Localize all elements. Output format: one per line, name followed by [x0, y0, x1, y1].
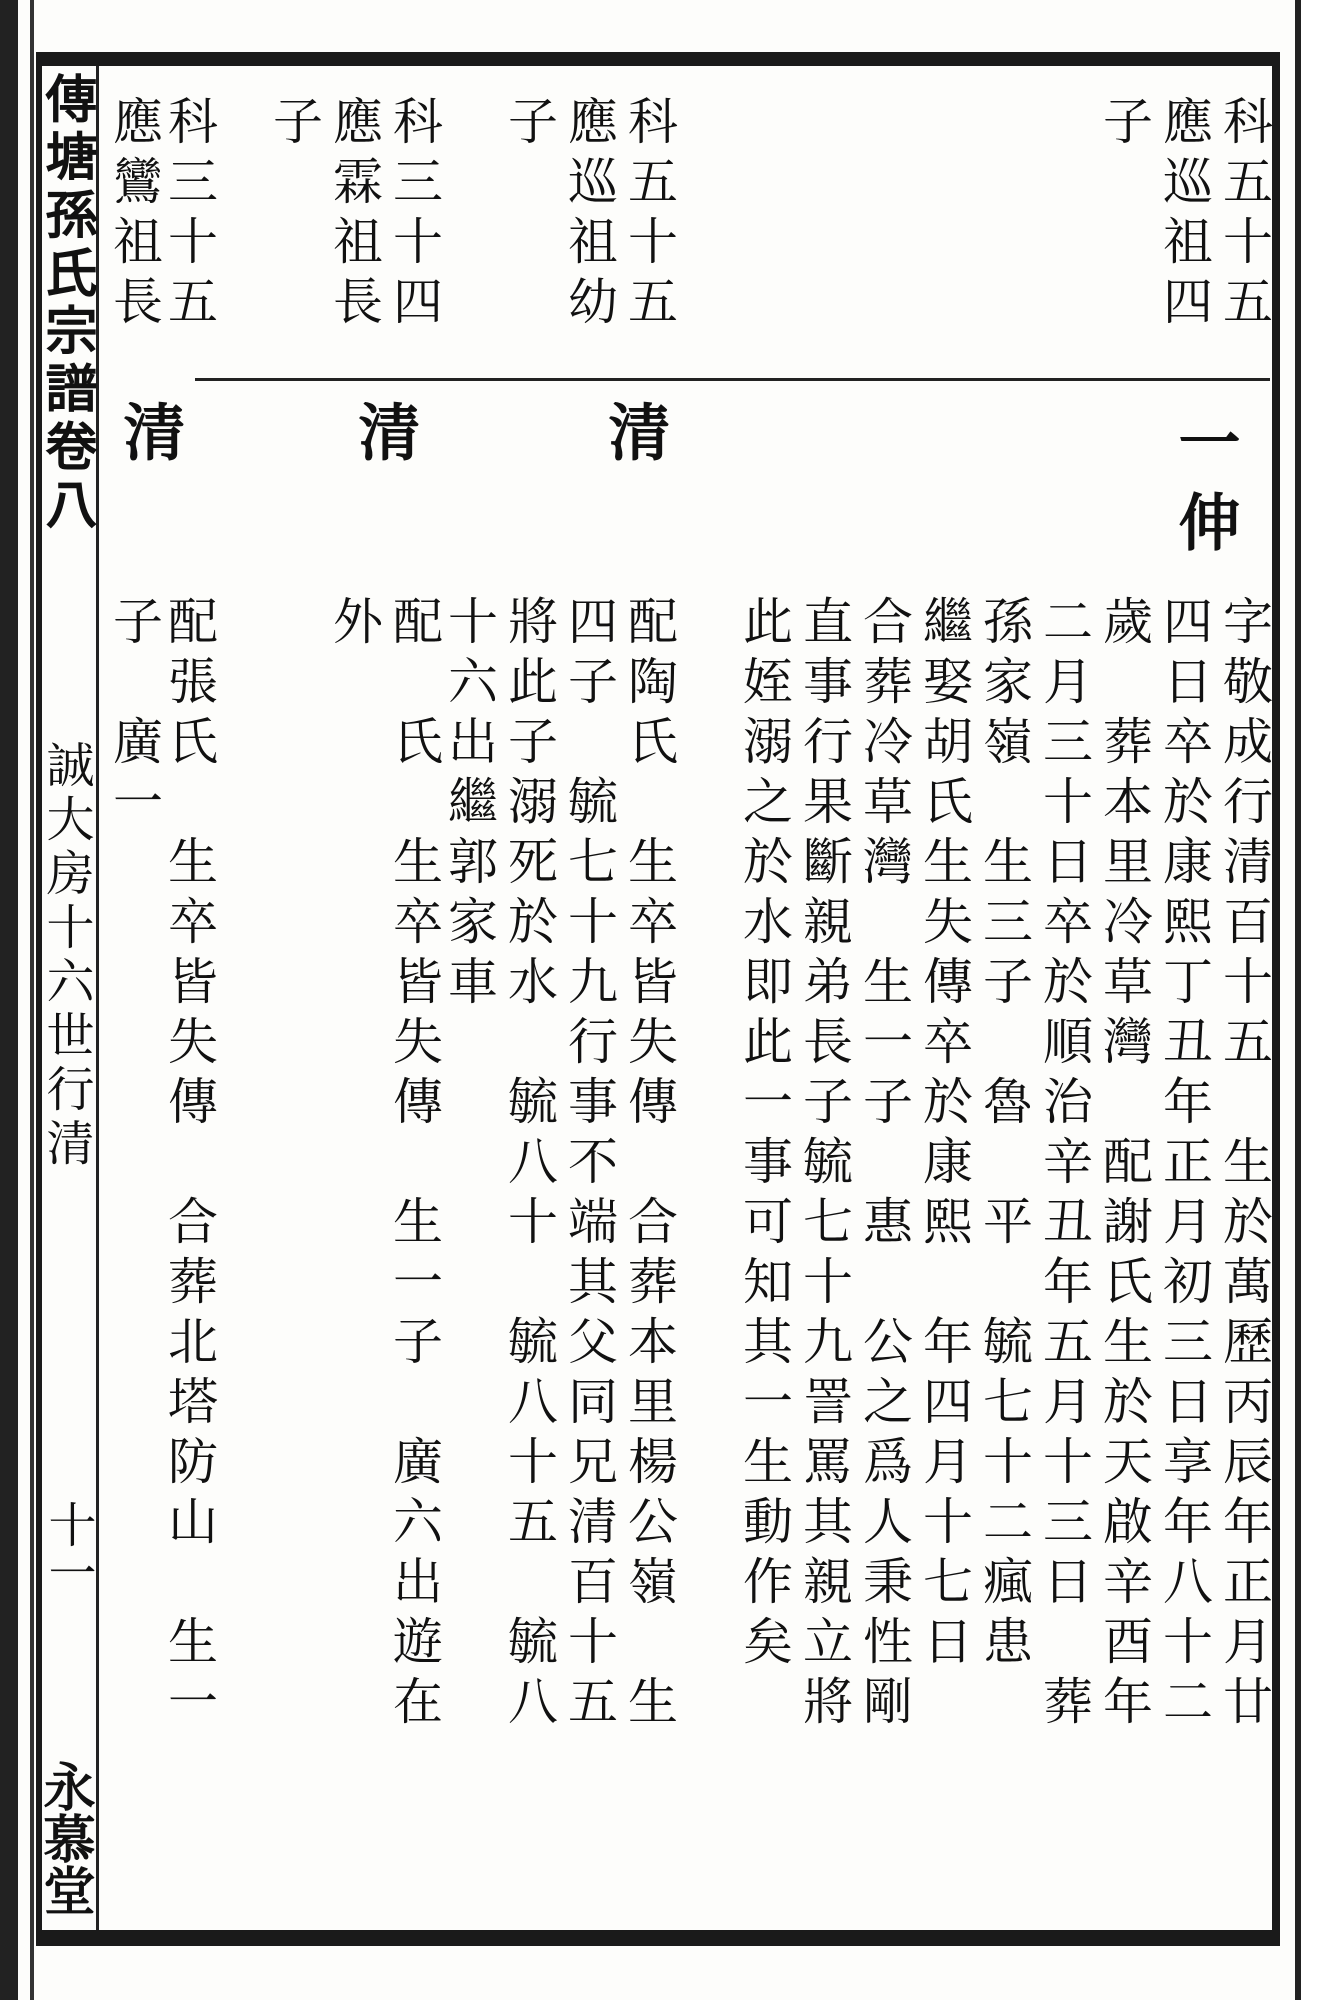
entry-1-line-9: 此姪溺之於水即此一事可知其一生動作矣 — [735, 595, 793, 1675]
entry-1-line-7: 合葬冷草灣 生一子 惠 公之爲人秉性剛 — [855, 595, 913, 1735]
book-title: 𫝊塘孫氏宗譜卷八 — [36, 70, 97, 534]
frame-bottom-border — [36, 1930, 1276, 1946]
entry-2-line-4: 十六出繼郭家車 — [440, 595, 498, 1015]
upper-col-1: 科五十五 — [1215, 95, 1273, 335]
entry-4-line-1: 配張氏 生卒皆失傳 合葬北塔防山 生一 — [160, 595, 218, 1735]
upper-col-11: 應鸞祖長 — [105, 95, 163, 335]
entry-4-heading: 清 — [113, 400, 186, 476]
entry-2-heading: 清 — [598, 400, 671, 476]
upper-col-5: 應巡祖幼 — [560, 95, 618, 335]
upper-col-4: 科五十五 — [620, 95, 678, 335]
entry-3-line-1: 配 氏 生卒皆失傳 生一子 廣六出遊在 — [385, 595, 443, 1735]
entry-1-name: 伸 — [1168, 490, 1241, 566]
entry-3-heading: 清 — [348, 400, 421, 476]
entry-1-line-1: 字敬成行清百十五 生於萬歷丙辰年正月廿 — [1215, 595, 1273, 1735]
upper-col-7: 科三十四 — [385, 95, 443, 335]
entry-2-line-3: 將此子溺死於水 毓八十 毓八十五 毓八 — [500, 595, 558, 1735]
entry-4-line-2: 子 廣一 — [105, 595, 163, 835]
upper-col-10: 科三十五 — [160, 95, 218, 335]
section-label: 誠大房十六世行清 — [38, 740, 94, 1172]
hall-name: 永慕堂 — [34, 1760, 95, 1916]
entry-3-line-2: 外 — [325, 595, 383, 655]
entry-1-heading: 一 — [1168, 410, 1241, 486]
upper-col-2: 應巡祖四 — [1155, 95, 1213, 335]
entry-1-line-3: 歲 葬本里冷草灣 配謝氏生於天啟辛酉年 — [1095, 595, 1153, 1735]
entry-1-line-2: 四日卒於康熙丁丑年正月初三日享年八十二 — [1155, 595, 1213, 1735]
entry-2-line-1: 配陶氏 生卒皆失傳 合葬本里楊公嶺 生 — [620, 595, 678, 1735]
upper-col-3: 子 — [1095, 95, 1153, 155]
page-edge — [1295, 0, 1325, 2000]
frame-top-border — [36, 52, 1276, 66]
entry-1-line-8: 直事行果斷親弟長子毓七十九詈罵其親立將 — [795, 595, 853, 1735]
upper-col-9: 子 — [265, 95, 323, 155]
entry-1-line-5: 孫家嶺 生三子 魯 平 毓七十二瘋患 — [975, 595, 1033, 1675]
upper-col-6: 子 — [500, 95, 558, 155]
binding-edge — [0, 0, 18, 2000]
frame-right-border — [1272, 52, 1280, 1946]
entry-2-line-2: 四子 毓七十九行事不端其父同兄清百十五 — [560, 595, 618, 1735]
upper-col-8: 應霖祖長 — [325, 95, 383, 335]
register-divider — [195, 378, 1270, 381]
entry-1-line-4: 二月三十日卒於順治辛丑年五月十三日 葬 — [1035, 595, 1093, 1735]
binding-line — [30, 0, 34, 2000]
entry-1-line-6: 繼娶胡氏生失傳卒於康熙 年四月十七日 — [915, 595, 973, 1675]
page-number: 十一 — [40, 1500, 96, 1596]
